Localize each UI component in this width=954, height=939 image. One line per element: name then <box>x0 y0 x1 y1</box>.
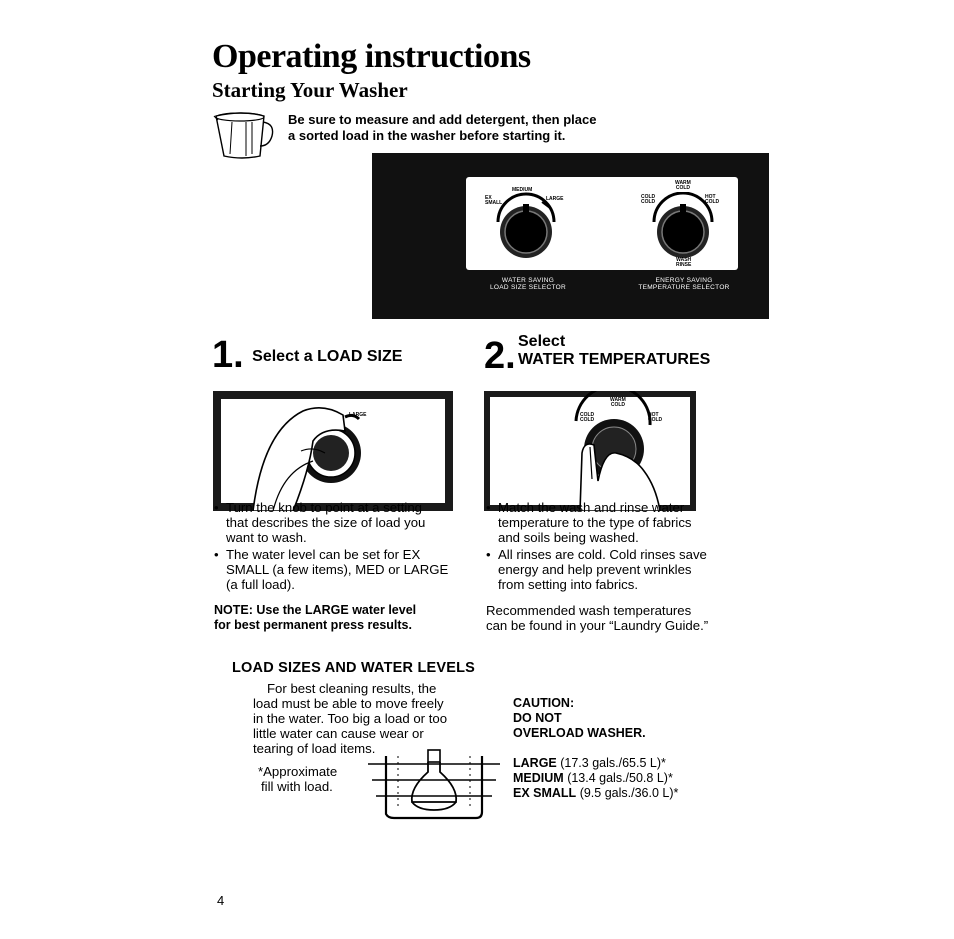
step2-number: 2. <box>484 335 516 377</box>
load-sizes-footnote: *Approximate fill with load. <box>258 764 338 794</box>
list-item: • Turn the knob to point at a setting that describes the size of load you want to wash. <box>214 500 464 545</box>
page-subtitle: Starting Your Washer <box>212 78 408 102</box>
intro-text: Be sure to measure and add detergent, then place a sorted load in the washer before starting it. <box>288 112 597 143</box>
dial-label-large: LARGE <box>546 196 564 202</box>
step1-title: Select a LOAD SIZE <box>252 348 403 365</box>
load-size-selector-caption: WATER SAVING LOAD SIZE SELECTOR <box>489 277 567 291</box>
list-item: • All rinses are cold. Cold rinses save energy and help prevent wrinkles from setting into fabrics. <box>486 547 746 592</box>
temperature-dial-icon <box>648 192 718 262</box>
dial-label-warm: WARM COLD <box>675 180 691 191</box>
step1-heading <box>212 336 402 374</box>
step1-photo <box>213 391 453 511</box>
washer-tub-diagram-icon <box>358 748 506 820</box>
step2-title: Select WATER TEMPERATURES <box>518 333 711 368</box>
dial-label-wash-rinse: WASH RINSE <box>676 257 692 268</box>
list-item: • Match the wash and rinse water temperature to the type of fabrics and soils being washed. <box>486 500 746 545</box>
dial-label-medium: MEDIUM <box>512 187 533 193</box>
caution-text: CAUTION: DO NOT OVERLOAD WASHER. <box>513 696 646 740</box>
step1-note: NOTE: Use the LARGE water level for best permanent press results. <box>214 603 417 632</box>
step2-photo <box>484 391 696 511</box>
load-sizes-title: LOAD SIZES AND WATER LEVELS <box>232 660 476 676</box>
dial-label-hot: HOT COLD <box>705 194 720 205</box>
page-title: Operating instructions <box>212 38 531 75</box>
list-item: • The water level can be set for EX SMALL (a few items), MED or LARGE (a full load). <box>214 547 464 592</box>
page-number: 4 <box>217 893 225 908</box>
step1-bullets <box>214 500 464 594</box>
load-sizes-paragraph: For best cleaning results, the load must be able to move freely in the water. Too big a load or too little water can cause wear or tearing of load items. <box>253 681 448 756</box>
step2-bullets <box>486 500 746 594</box>
step1-photo-label-large: LARGE <box>349 412 367 418</box>
list-item: LARGE (17.3 gals./65.5 L)* <box>513 756 666 770</box>
step2-photo-label-warm: WARM COLD <box>610 397 626 408</box>
dial-label-ex-small: EX SMALL <box>485 195 503 206</box>
measuring-cup-icon <box>212 110 276 160</box>
step2-recommendation: Recommended wash temperatures can be found in your “Laundry Guide.” <box>486 603 709 633</box>
load-size-dial-icon <box>492 192 560 262</box>
list-item: EX SMALL (9.5 gals./36.0 L)* <box>513 786 679 800</box>
water-levels-list <box>513 756 678 801</box>
step2-photo-label-cold: COLD COLD <box>580 412 595 423</box>
dial-label-cold: COLD COLD <box>641 194 656 205</box>
list-item: MEDIUM (13.4 gals./50.8 L)* <box>513 771 673 785</box>
temperature-selector-caption: ENERGY SAVING TEMPERATURE SELECTOR <box>638 277 730 291</box>
step2-photo-label-hot: HOT COLD <box>648 412 663 423</box>
step1-number: 1. <box>212 334 244 376</box>
